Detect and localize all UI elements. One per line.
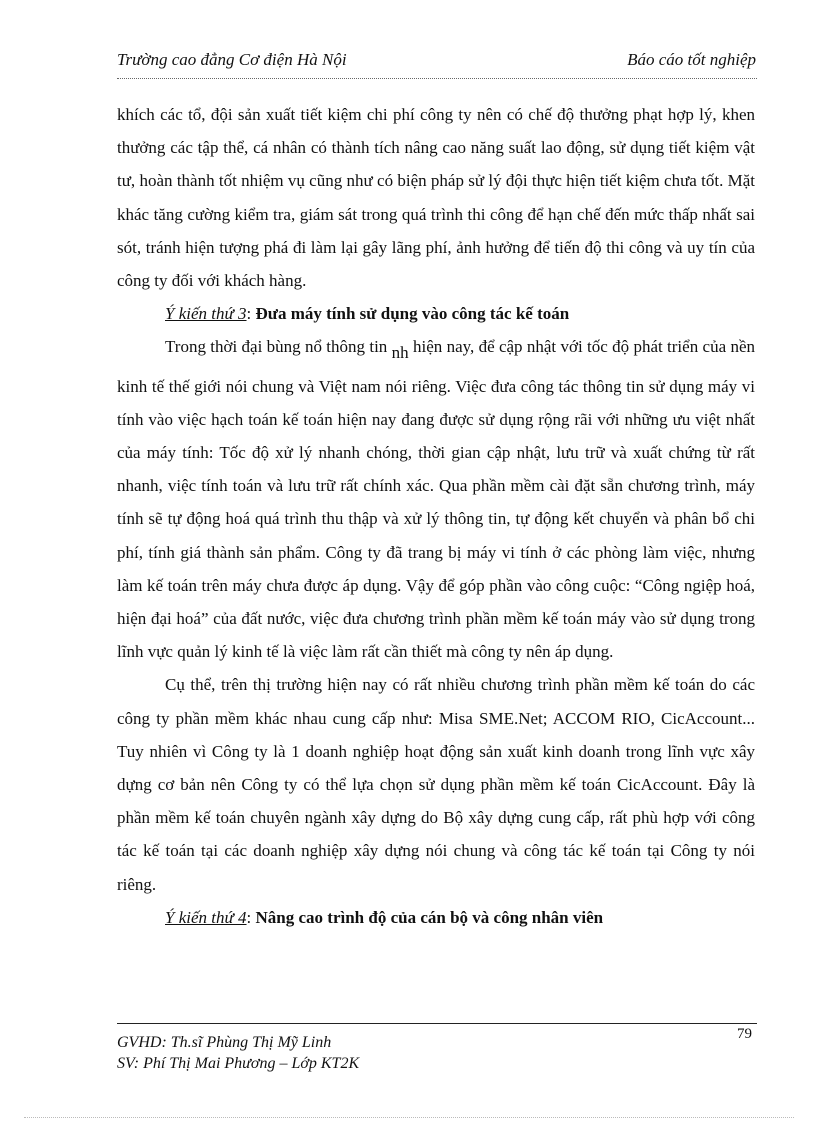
heading-idea-4-title: Nâng cao trình độ của cán bộ và công nhân viên [255,907,604,927]
heading-idea-3-title: Đưa máy tính sử dụng vào công tác kế toán [255,304,570,324]
heading-idea-4 [117,901,755,934]
header-school-name: Trường cao đẳng Cơ điện Hà Nội [117,50,347,69]
footer-divider [117,1023,757,1024]
footer-student: SV: Phí Thị Mai Phương – Lớp KT2K [117,1055,360,1072]
footer-advisor: GVHD: Th.sĩ Phùng Thị Mỹ Linh [117,1034,332,1051]
paragraph-2-nh: nh [391,343,409,363]
header-report-title: Báo cáo tốt nghiệp [627,50,756,69]
paragraph-2-rest: hiện nay, để cập nhật với tốc độ phát triển của nền kinh tế thế giới nói chung và Việt nam nói riêng. Việc đưa công tác thông tin sử dụng máy vi tính vào việc hạch toán kế toán hiện nay đang được sử dụng rộng rãi với những ưu việt nhất của máy tính: Tốc độ xử lý nhanh chóng, thời gian cập nhật, lưu trữ và xuất chứng từ rất nhanh, việc tính toán và lưu trữ rất chính xác. Qua phần mềm cài đặt sẵn chương trình, máy tính sẽ tự động hoá quá trình thu thập và xử lý thông tin, tự động kết chuyển và phân bổ chi phí, tính giá thành sản phẩm. Công ty đã trang bị máy vi tính ở các phòng làm việc, nhưng làm kế toán trên máy chưa được áp dụng. Vậy để góp phần vào công cuộc: “Công ngiệp hoá, hiện đại hoá” của đất nước, việc đưa chương trình phần mềm kế toán máy vào sử dụng trong lĩnh vực quản lý kinh tế là việc làm rất cần thiết mà công ty nên áp dụng. [117,337,756,662]
heading-idea-3-label: Ý kiến thứ 3 [165,304,247,324]
heading-idea-3 [117,297,755,330]
paragraph-2-start: Trong thời đại bùng nổ thông tin [165,337,392,357]
header-divider [117,78,757,79]
paragraph-1: khích các tổ, đội sản xuất tiết kiệm chi phí công ty nên có chế độ thưởng phạt hợp lý, khen thưởng các tập thể, cá nhân có thành tích nâng cao năng suất lao động, sử dụng tiết kiệm vật tư, hoàn thành tốt nhiệm vụ cũng như có biện pháp sử lý đội thực hiện tiết kiệm chưa tốt. Mặt khác tăng cường kiểm tra, giám sát trong quá trình thi công để hạn chế đến mức thấp nhất sai sót, tránh hiện tượng phá đi làm lại gây lãng phí, ảnh hưởng để tiến độ thi công và uy tín của công ty đối với khách hàng. [117,105,755,291]
page-bottom-border [24,1117,794,1118]
heading-idea-4-label: Ý kiến thứ 4 [165,907,247,927]
heading-idea-4-sep: : [246,907,256,927]
page-number: 79 [737,1026,752,1042]
paragraph-3: Cụ thể, trên thị trường hiện nay có rất nhiều chương trình phần mềm kế toán do các công ty phần mềm khác nhau cung cấp như: Misa SME.Net; ACCOM RIO, CicAccount... Tuy nhiên vì Công ty là 1 doanh nghiệp hoạt động sản xuất kinh doanh trong lĩnh vực xây dựng cơ bản nên Công ty có thể lựa chọn sử dụng phần mềm kế toán CicAccount. Đây là phần mềm kế toán chuyên ngành xây dựng do Bộ xây dựng cung cấp, rất phù hợp với công tác kế toán tại các doanh nghiệp xây dựng nói chung và công tác kế toán tại Công ty nói riêng. [117,675,755,894]
paragraph-2 [117,330,755,668]
body-text [117,98,755,934]
heading-idea-3-sep: : [246,304,256,324]
